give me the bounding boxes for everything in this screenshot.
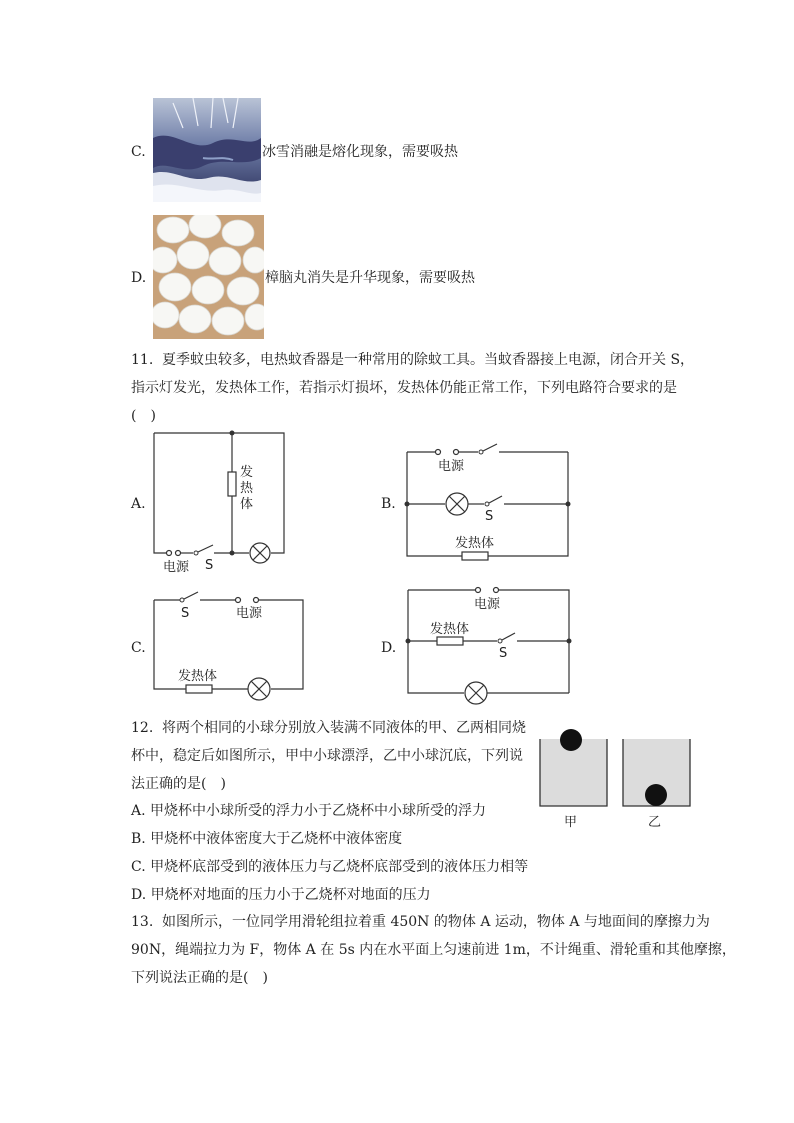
heater-label-d: 发热体 [430,622,470,637]
circuit-c [154,592,303,700]
switch-label-d: S [499,646,508,661]
q11-stem-line3: ( ) [131,408,156,424]
circuit-c-label: C. [131,640,146,656]
circuit-a [154,431,284,576]
heater-resistor-c [186,685,212,693]
power-label-b: 电源 [438,459,465,474]
q11-stem-line1: 夏季蚊虫较多，电热蚊香器是一种常用的除蚊工具。当蚊香器接上电源，闭合开关 S， [162,352,695,368]
heater-resistor-b [462,552,488,560]
circuit-a-label: A. [131,496,146,512]
q11-number: 11. [131,352,154,368]
floating-ball [560,729,582,751]
beaker-label-jia: 甲 [564,815,578,830]
circuit-b-label: B. [381,496,396,512]
switch-label-b: S [485,509,494,524]
q12-stem-line2: 杯中，稳定后如图所示，甲中小球漂浮，乙中小球沉底，下列说 [131,748,523,764]
heater-resistor-a [228,472,236,496]
option-c-text: 冰雪消融是熔化现象，需要吸热 [262,144,458,160]
q12-option-a: A. 甲烧杯中小球所受的浮力小于乙烧杯中小球所受的浮力 [131,803,487,819]
beaker-label-yi: 乙 [648,815,662,830]
heater-label-a-1: 发 [240,465,254,480]
q12-number: 12. [131,720,154,736]
option-c-letter: C. [131,144,146,160]
heater-label-a-2: 热 [240,481,254,496]
heater-resistor-d [437,637,463,645]
q12-stem-line3: 法正确的是( ) [131,776,226,792]
option-d-text: 樟脑丸消失是升华现象，需要吸热 [265,270,475,286]
beaker-jia [540,729,607,806]
q13-stem-line3: 下列说法正确的是( ) [131,970,268,986]
q12-stem-line1: 将两个相同的小球分别放入装满不同液体的甲、乙两相同烧 [162,720,526,736]
circuit-d-label: D. [381,640,397,656]
sunken-ball [645,784,667,806]
power-label-c: 电源 [236,606,263,621]
beaker-yi [623,739,690,806]
q12-option-d: D. 甲烧杯对地面的压力小于乙烧杯对地面的压力 [131,887,431,903]
option-d-letter: D. [131,270,147,286]
power-label-d: 电源 [474,597,501,612]
q13-stem-line2: 90N，绳端拉力为 F，物体 A 在 5s 内在水平面上匀速前进 1m，不计绳重、滑轮重和其他摩擦， [131,942,736,958]
circuit-b [405,444,571,560]
heater-label-b: 发热体 [455,536,495,551]
q12-option-c: C. 甲烧杯底部受到的液体压力与乙烧杯底部受到的液体压力相等 [131,859,529,875]
switch-label-a: S [205,558,214,573]
heater-label-a-3: 体 [240,497,254,512]
q12-option-b: B. 甲烧杯中液体密度大于乙烧杯中液体密度 [131,831,403,847]
q13-stem-line1: 如图所示，一位同学用滑轮组拉着重 450N 的物体 A 运动，物体 A 与地面间的摩擦力为 [162,914,710,930]
power-label-a: 电源 [163,560,190,575]
beakers-figure [530,722,700,832]
switch-label-c: S [181,606,190,621]
q11-stem-line2: 指示灯发光，发热体工作，若指示灯损坏，发热体仍能正常工作，下列电路符合要求的是 [131,380,677,396]
circuit-d [406,588,572,705]
heater-label-c: 发热体 [178,669,218,684]
q13-number: 13. [131,914,154,930]
